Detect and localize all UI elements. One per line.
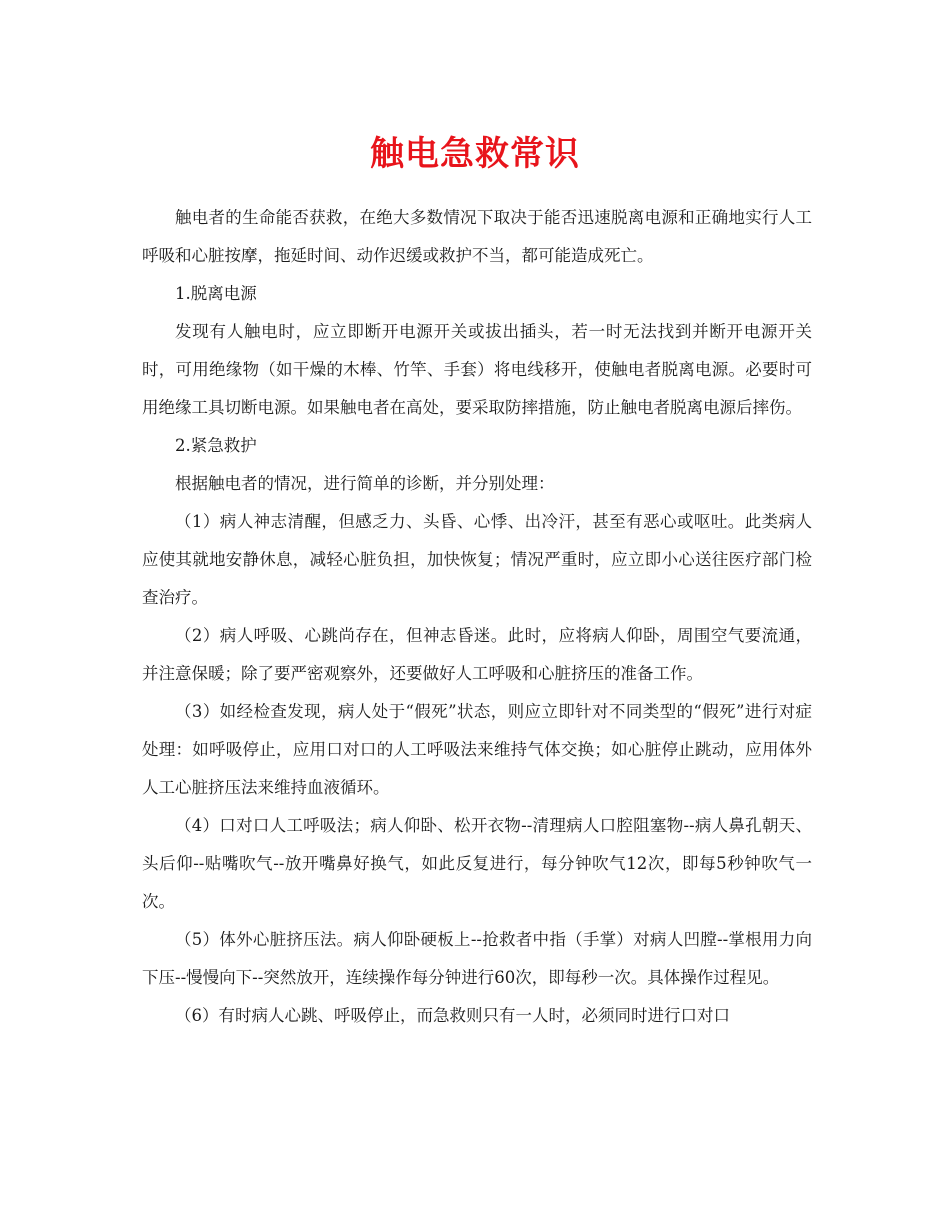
section-heading-disconnect-power: 1.脱离电源 bbox=[175, 284, 257, 303]
case-4-paragraph: （4）口对口人工呼吸法；病人仰卧、松开衣物--清理病人口腔阻塞物--病人鼻孔朝天、头后仰--贴嘴吹气--放开嘴鼻好换气，如此反复进行，每分钟吹气12次，即每5秒钟吹气一次。 bbox=[142, 816, 812, 911]
case-5-paragraph: （5）体外心脏挤压法。病人仰卧硬板上--抢救者中指（手掌）对病人凹膛--掌根用力向下压--慢慢向下--突然放开，连续操作每分钟进行60次，即每秒一次。具体操作过程见。 bbox=[142, 930, 812, 987]
intro-paragraph: 触电者的生命能否获救，在绝大多数情况下取决于能否迅速脱离电源和正确地实行人工呼吸和心脏按摩，拖延时间、动作迟缓或救护不当，都可能造成死亡。 bbox=[142, 208, 812, 265]
case-3-paragraph: （3）如经检查发现，病人处于“假死”状态，则应立即针对不同类型的“假死”进行对症处理：如呼吸停止，应用口对口的人工呼吸法来维持气体交换；如心脏停止跳动，应用体外人工心脏挤压法来维持血液循环。 bbox=[142, 702, 812, 797]
case-1-paragraph: （1）病人神志清醒，但感乏力、头昏、心悸、出冷汗，甚至有恶心或呕吐。此类病人应使其就地安静休息，减轻心脏负担，加快恢复；情况严重时，应立即小心送往医疗部门检查治疗。 bbox=[142, 512, 812, 607]
diagnosis-paragraph: 根据触电者的情况，进行简单的诊断，并分别处理： bbox=[175, 474, 555, 493]
case-2-paragraph: （2）病人呼吸、心跳尚存在，但神志昏迷。此时，应将病人仰卧，周围空气要流通，并注意保暖；除了要严密观察外，还要做好人工呼吸和心脏挤压的准备工作。 bbox=[142, 626, 812, 683]
document-title: 触电急救常识 bbox=[370, 134, 580, 174]
document-body bbox=[142, 199, 812, 1035]
case-6-paragraph: （6）有时病人心跳、呼吸停止，而急救则只有一人时，必须同时进行口对口 bbox=[175, 1006, 730, 1025]
disconnect-power-paragraph: 发现有人触电时，应立即断开电源开关或拔出插头，若一时无法找到并断开电源开关时，可用绝缘物（如干燥的木棒、竹竿、手套）将电线移开，使触电者脱离电源。必要时可用绝缘工具切断电源。如果触电者在高处，要采取防摔措施，防止触电者脱离电源后摔伤。 bbox=[142, 322, 812, 417]
section-heading-emergency-rescue: 2.紧急救护 bbox=[175, 436, 257, 455]
